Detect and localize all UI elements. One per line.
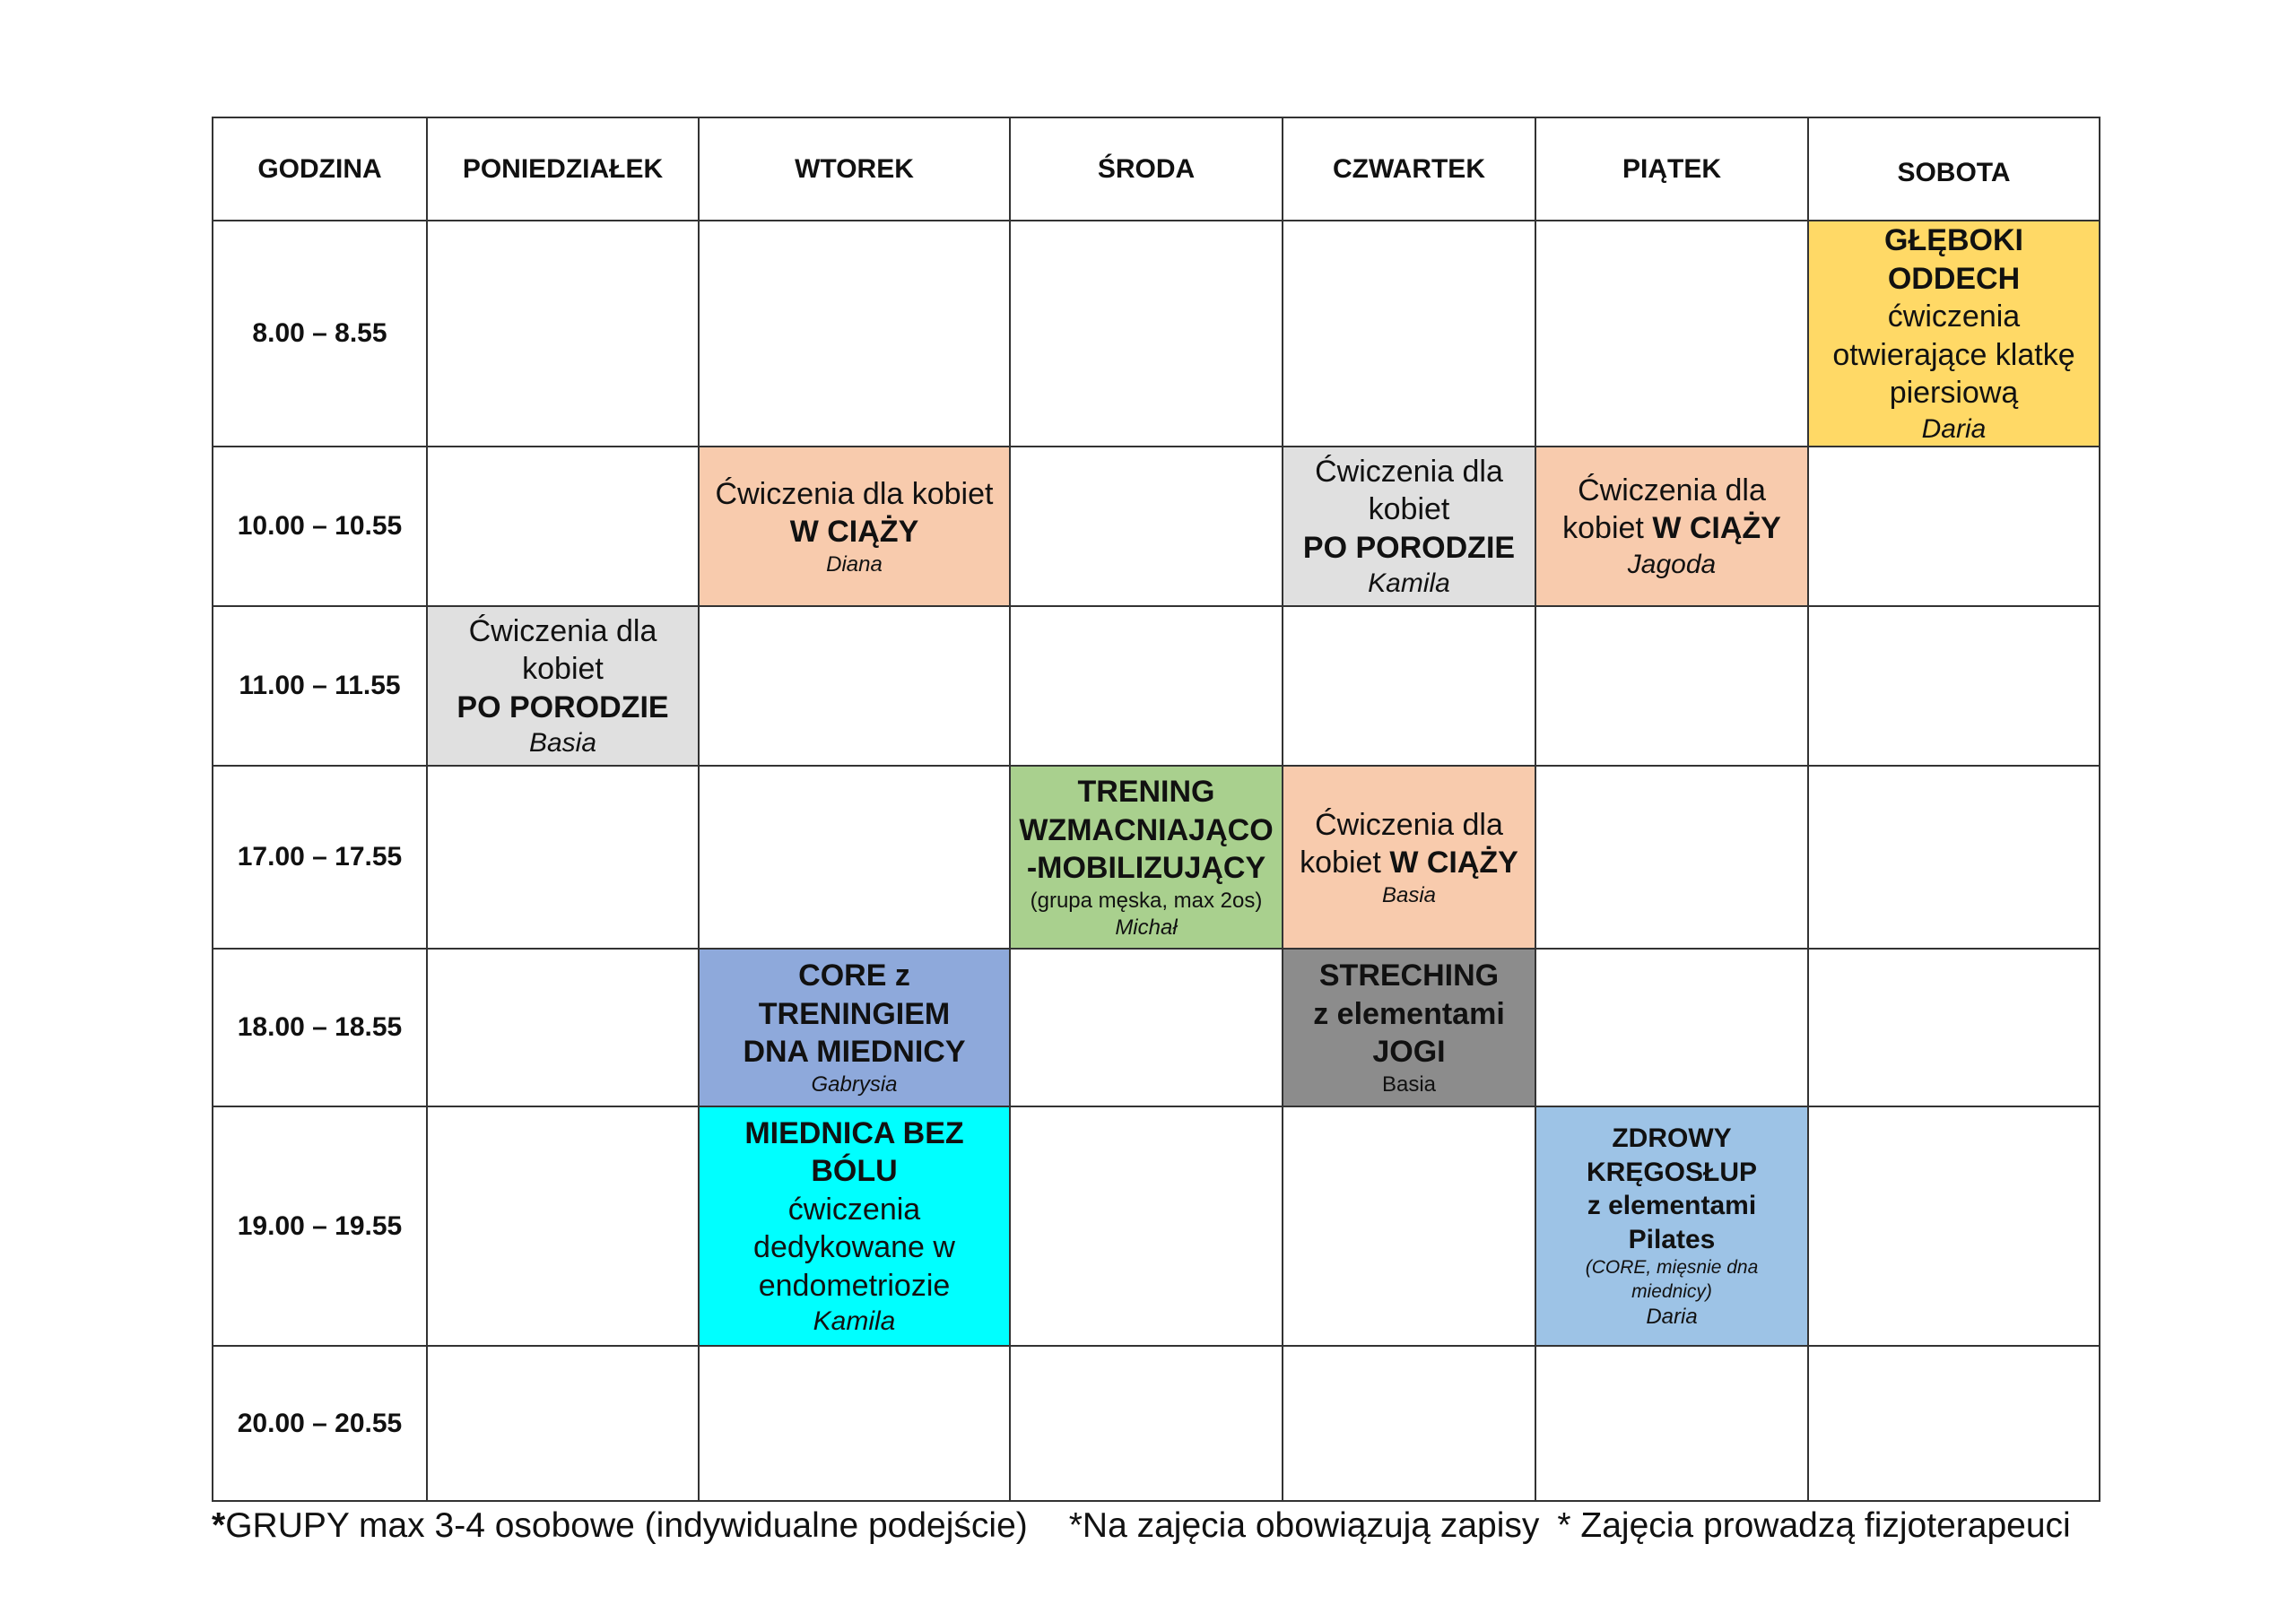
class-note: (grupa męska, max 2os)	[1030, 888, 1263, 913]
time-cell: 10.00 – 10.55	[213, 447, 427, 606]
empty-cell	[699, 1346, 1010, 1501]
empty-cell	[1283, 1106, 1535, 1346]
footer-notes	[212, 1506, 2097, 1546]
class-instructor: Basia	[528, 728, 597, 758]
row-1000	[213, 447, 2100, 606]
header-piatek: PIĄTEK	[1535, 117, 1808, 221]
class-instructor: Daria	[1921, 413, 1987, 444]
class-title: z elementami	[1587, 1191, 1757, 1221]
empty-cell	[1535, 766, 1808, 949]
time-cell: 17.00 – 17.55	[213, 766, 427, 949]
class-title: WZMACNIAJĄCO	[1019, 812, 1274, 847]
empty-cell	[1010, 949, 1283, 1106]
empty-cell	[699, 766, 1010, 949]
class-desc: Ćwiczenia dla	[1315, 454, 1503, 489]
class-instructor: Michał	[1115, 915, 1178, 940]
empty-cell	[1283, 606, 1535, 766]
empty-cell	[427, 447, 699, 606]
class-desc: dedykowane w	[753, 1230, 955, 1264]
row-0800	[213, 221, 2100, 447]
empty-cell	[427, 1106, 699, 1346]
class-w-ciazy	[1535, 447, 1808, 606]
empty-cell	[1010, 606, 1283, 766]
empty-cell	[699, 221, 1010, 447]
empty-cell	[1535, 949, 1808, 1106]
time-cell: 18.00 – 18.55	[213, 949, 427, 1106]
class-po-porodzie	[1283, 447, 1535, 606]
schedule-table	[212, 117, 2100, 1502]
class-title: z elementami	[1313, 996, 1505, 1031]
class-desc: Ćwiczenia dla	[1315, 807, 1503, 842]
class-title: BÓLU	[811, 1154, 898, 1188]
empty-cell	[1808, 606, 2100, 766]
empty-cell	[1535, 1346, 1808, 1501]
time-cell: 11.00 – 11.55	[213, 606, 427, 766]
empty-cell	[1535, 606, 1808, 766]
header-sroda: ŚRODA	[1010, 117, 1283, 221]
class-w-ciazy	[699, 447, 1010, 606]
class-title: W CIĄŻY	[789, 515, 919, 549]
class-title: MIEDNICA BEZ	[744, 1115, 964, 1150]
empty-cell	[1808, 766, 2100, 949]
class-title: JOGI	[1372, 1035, 1446, 1070]
class-instructor: Kamila	[813, 1306, 896, 1336]
class-desc: ćwiczenia	[1887, 299, 2021, 334]
class-desc: Ćwiczenia dla	[468, 613, 657, 648]
empty-cell	[1010, 221, 1283, 447]
class-title: GŁĘBOKI ODDECH	[1884, 223, 2023, 296]
class-desc: otwierające klatkę	[1832, 337, 2075, 372]
header-wtorek: WTOREK	[699, 117, 1010, 221]
class-desc: kobiet	[1562, 511, 1653, 546]
class-core-dna-miednicy	[699, 949, 1010, 1106]
empty-cell	[1010, 1346, 1283, 1501]
empty-cell	[427, 949, 699, 1106]
class-title: STRECHING	[1318, 958, 1500, 993]
class-title: DNA MIEDNICY	[743, 1035, 966, 1070]
class-gleboki-oddech	[1808, 221, 2100, 447]
class-title: PO PORODZIE	[457, 690, 669, 724]
empty-cell	[1808, 949, 2100, 1106]
class-instructor: Basia	[1381, 882, 1437, 907]
class-title: ZDROWY	[1612, 1123, 1732, 1154]
header-godzina: GODZINA	[213, 117, 427, 221]
class-desc: ćwiczenia	[787, 1192, 921, 1227]
empty-cell	[1010, 1106, 1283, 1346]
empty-cell	[427, 1346, 699, 1501]
row-1800	[213, 949, 2100, 1106]
class-title: Pilates	[1628, 1224, 1716, 1254]
class-streching-jogi	[1283, 949, 1535, 1106]
class-note: (CORE, mięsnie dna	[1585, 1257, 1759, 1279]
class-desc: kobiet	[1300, 846, 1390, 880]
row-1700	[213, 766, 2100, 949]
class-title: -MOBILIZUJĄCY	[1026, 851, 1266, 886]
empty-cell	[1808, 1346, 2100, 1501]
class-desc: kobiet	[1368, 492, 1450, 526]
class-desc: Ćwiczenia dla kobiet	[715, 476, 994, 511]
empty-cell	[1808, 1106, 2100, 1346]
class-trening-wzmacniajaco	[1010, 766, 1283, 949]
footer-star: *	[212, 1506, 226, 1545]
class-instructor: Daria	[1646, 1304, 1698, 1329]
row-1100	[213, 606, 2100, 766]
empty-cell	[1010, 447, 1283, 606]
class-instructor: Jagoda	[1627, 549, 1717, 579]
class-note: miednicy)	[1631, 1280, 1712, 1302]
empty-cell	[1535, 221, 1808, 447]
time-cell: 19.00 – 19.55	[213, 1106, 427, 1346]
empty-cell	[427, 766, 699, 949]
class-title: KRĘGOSŁUP	[1586, 1157, 1758, 1187]
empty-cell	[1808, 447, 2100, 606]
empty-cell	[1283, 221, 1535, 447]
empty-cell	[427, 221, 699, 447]
empty-cell	[1283, 1346, 1535, 1501]
class-title: PO PORODZIE	[1302, 530, 1516, 565]
header-czwartek: CZWARTEK	[1283, 117, 1535, 221]
header-sobota: SOBOTA	[1808, 117, 2100, 221]
class-desc: endometriozie	[758, 1268, 951, 1303]
footer-note-physio: * Zajęcia prowadzą fizjoterapeuci	[1557, 1506, 2071, 1545]
class-desc: piersiową	[1889, 376, 2019, 410]
class-title: TRENING	[1077, 775, 1215, 810]
class-zdrowy-kregoslup	[1535, 1106, 1808, 1346]
time-cell: 20.00 – 20.55	[213, 1346, 427, 1501]
row-1900	[213, 1106, 2100, 1346]
row-2000	[213, 1346, 2100, 1501]
class-instructor: Gabrysia	[811, 1071, 898, 1097]
footer-note-signup: *Na zajęcia obowiązują zapisy	[1068, 1506, 1540, 1545]
header-poniedzialek: PONIEDZIAŁEK	[427, 117, 699, 221]
time-cell: 8.00 – 8.55	[213, 221, 427, 447]
class-instructor: Kamila	[1368, 568, 1450, 598]
class-desc: kobiet	[522, 652, 604, 686]
class-desc: Ćwiczenia dla	[1578, 473, 1766, 507]
empty-cell	[699, 606, 1010, 766]
class-po-porodzie	[427, 606, 699, 766]
header-row	[213, 117, 2100, 221]
class-instructor: Diana	[826, 551, 883, 577]
class-title: W CIĄŻY	[1652, 511, 1781, 546]
footer-note-groups: GRUPY max 3-4 osobowe (indywidualne podejście)	[225, 1506, 1028, 1545]
class-w-ciazy	[1283, 766, 1535, 949]
class-title: W CIĄŻY	[1389, 846, 1518, 880]
class-miednica-bez-bolu	[699, 1106, 1010, 1346]
class-instructor: Basia	[1381, 1071, 1437, 1097]
class-title: CORE z TRENINGIEM	[758, 958, 951, 1031]
